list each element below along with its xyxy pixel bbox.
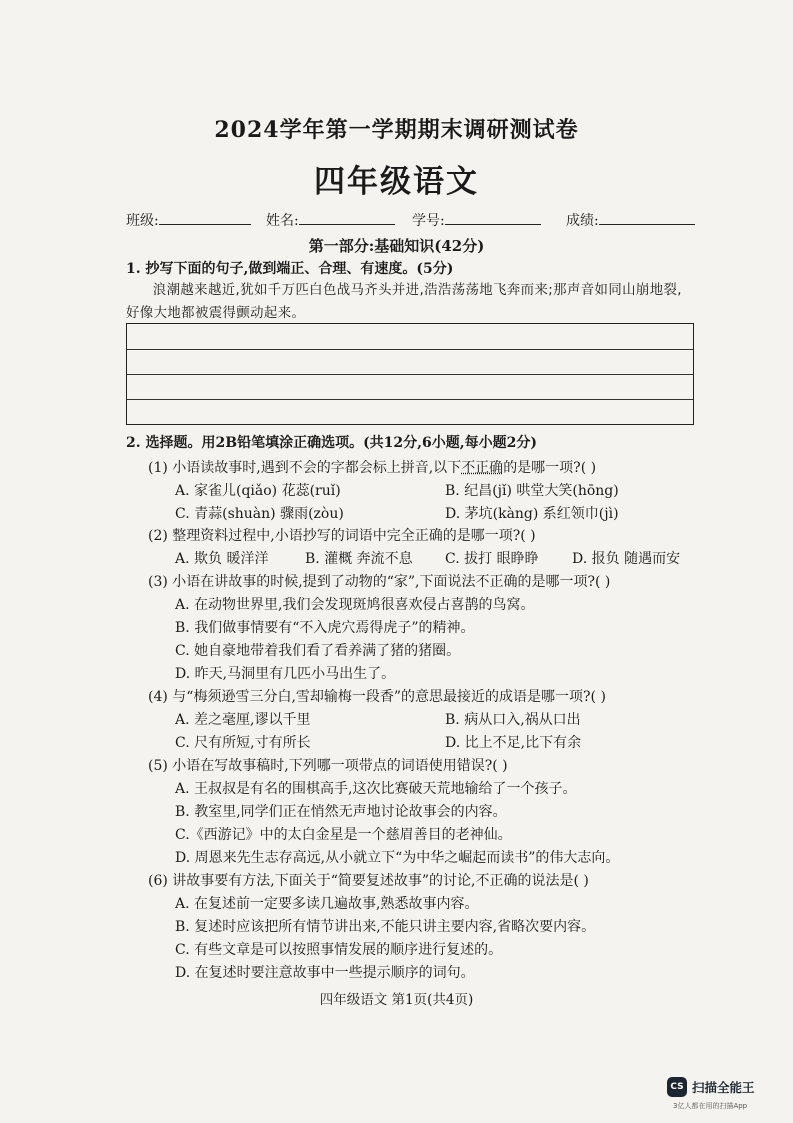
id-field bbox=[412, 210, 541, 230]
q2-3-option-b[interactable]: B. 我们做事情要有“不入虎穴焉得虎子”的精神。 bbox=[175, 620, 475, 636]
page-footer: 四年级语文 第1页(共4页) bbox=[319, 992, 474, 1008]
q2-4-stem: (4) 与“梅须逊雪三分白,雪却输梅一段香”的意思最接近的成语是哪一项?( ) bbox=[148, 689, 606, 705]
id-label: 学号: bbox=[412, 213, 445, 229]
q2-1-option-a[interactable]: A. 家雀儿(qiǎo) 花蕊(ruǐ) bbox=[175, 483, 341, 499]
camscanner-logo-icon: CS bbox=[667, 1077, 687, 1097]
q2-4-option-a[interactable]: A. 差之毫厘,谬以千里 bbox=[175, 712, 311, 728]
q2-5-stem: (5) 小语在写故事稿时,下列哪一项带点的词语使用错误?( ) bbox=[148, 758, 508, 774]
q2-6-option-a[interactable]: A. 在复述前一定要多读几遍故事,熟悉故事内容。 bbox=[175, 896, 479, 912]
name-blank bbox=[299, 210, 395, 225]
q2-prompt: 2. 选择题。用2B铅笔填涂正确选项。(共12分,6小题,每小题2分) bbox=[126, 435, 538, 451]
q2-3-option-c[interactable]: C. 她自豪地带着我们看了看养满了猪的猪圈。 bbox=[175, 643, 461, 659]
name-label: 姓名: bbox=[266, 213, 299, 229]
part1-heading: 第一部分:基础知识(42分) bbox=[308, 237, 485, 255]
class-field bbox=[126, 210, 251, 230]
writing-rule bbox=[127, 349, 693, 350]
q2-3-option-d[interactable]: D. 昨天,马洞里有几匹小马出生了。 bbox=[175, 666, 396, 682]
stem-text: 的是哪一项?( ) bbox=[503, 460, 597, 476]
q2-2-option-d[interactable]: D. 报负 随遇而安 bbox=[572, 551, 681, 567]
q2-5-option-a[interactable]: A. 王叔叔是有名的围棋高手,这次比赛破天荒地输给了一个孩子。 bbox=[175, 781, 577, 797]
q2-5-option-c[interactable]: C.《西游记》中的太白金星是一个慈眉善目的老神仙。 bbox=[175, 827, 512, 843]
score-blank bbox=[599, 210, 695, 225]
q2-6-option-d[interactable]: D. 在复述时要注意故事中一些提示顺序的词句。 bbox=[175, 965, 475, 981]
class-blank bbox=[159, 210, 251, 225]
emphasis-text: 不正确 bbox=[461, 460, 504, 476]
q2-3-option-a[interactable]: A. 在动物世界里,我们会发现斑鸠很喜欢侵占喜鹊的鸟窝。 bbox=[175, 597, 535, 613]
exam-subject: 四年级语文 bbox=[314, 164, 479, 200]
q2-5-option-d[interactable]: D. 周恩来先生志存高远,从小就立下“为中华之崛起而读书”的伟大志向。 bbox=[175, 850, 620, 866]
q2-2-option-c[interactable]: C. 拔打 眼睁睁 bbox=[445, 551, 539, 567]
q2-4-option-c[interactable]: C. 尺有所短,寸有所长 bbox=[175, 735, 311, 751]
q2-1-stem bbox=[148, 457, 596, 477]
student-info-row bbox=[126, 210, 706, 232]
q2-6-stem: (6) 讲故事要有方法,下面关于“简要复述故事”的讨论,不正确的说法是( ) bbox=[148, 873, 589, 889]
q2-2-option-a[interactable]: A. 欺负 暖洋洋 bbox=[175, 551, 269, 567]
writing-rule bbox=[127, 399, 693, 400]
q2-1-option-b[interactable]: B. 纪昌(jǐ) 哄堂大笑(hōng) bbox=[445, 483, 619, 499]
q2-1-option-c[interactable]: C. 青蒜(shuàn) 骤雨(zòu) bbox=[175, 506, 344, 522]
q2-4-option-d[interactable]: D. 比上不足,比下有余 bbox=[445, 735, 582, 751]
id-blank bbox=[445, 210, 541, 225]
exam-title: 2024学年第一学期期末调研测试卷 bbox=[214, 117, 579, 143]
q2-4-option-b[interactable]: B. 病从口入,祸从口出 bbox=[445, 712, 581, 728]
q2-6-option-b[interactable]: B. 复述时应该把所有情节讲出来,不能只讲主要内容,省略次要内容。 bbox=[175, 919, 596, 935]
q2-2-stem: (2) 整理资料过程中,小语抄写的词语中完全正确的是哪一项?( ) bbox=[148, 528, 536, 544]
score-label: 成绩: bbox=[566, 213, 599, 229]
q2-1-option-d[interactable]: D. 茅坑(kàng) 系红领巾(jì) bbox=[445, 506, 619, 522]
class-label: 班级: bbox=[126, 213, 159, 229]
name-field bbox=[266, 210, 395, 230]
q2-2-option-b[interactable]: B. 灌概 奔流不息 bbox=[305, 551, 413, 567]
q2-3-stem: (3) 小语在讲故事的时候,提到了动物的“家”,下面说法不正确的是哪一项?( ) bbox=[148, 574, 611, 590]
q1-writing-box[interactable] bbox=[126, 323, 694, 425]
q1-passage: 浪潮越来越近,犹如千万匹白色战马齐头并进,浩浩荡荡地飞奔而来;那声音如同山崩地裂,好像大地都被震得颤动起来。 bbox=[126, 283, 682, 321]
score-field bbox=[566, 210, 695, 230]
watermark-slogan: 3亿人都在用的扫描App bbox=[673, 1102, 748, 1110]
scanner-watermark bbox=[667, 1075, 777, 1115]
writing-rule bbox=[127, 374, 693, 375]
watermark-name: 扫描全能王 bbox=[692, 1080, 755, 1095]
q2-6-option-c[interactable]: C. 有些文章是可以按照事情发展的顺序进行复述的。 bbox=[175, 942, 503, 958]
q2-5-option-b[interactable]: B. 教室里,同学们正在悄然无声地讨论故事会的内容。 bbox=[175, 804, 507, 820]
q1-prompt: 1. 抄写下面的句子,做到端正、合理、有速度。(5分) bbox=[126, 261, 454, 277]
stem-text: (1) 小语读故事时,遇到不会的字都会标上拼音,以下 bbox=[148, 460, 462, 476]
